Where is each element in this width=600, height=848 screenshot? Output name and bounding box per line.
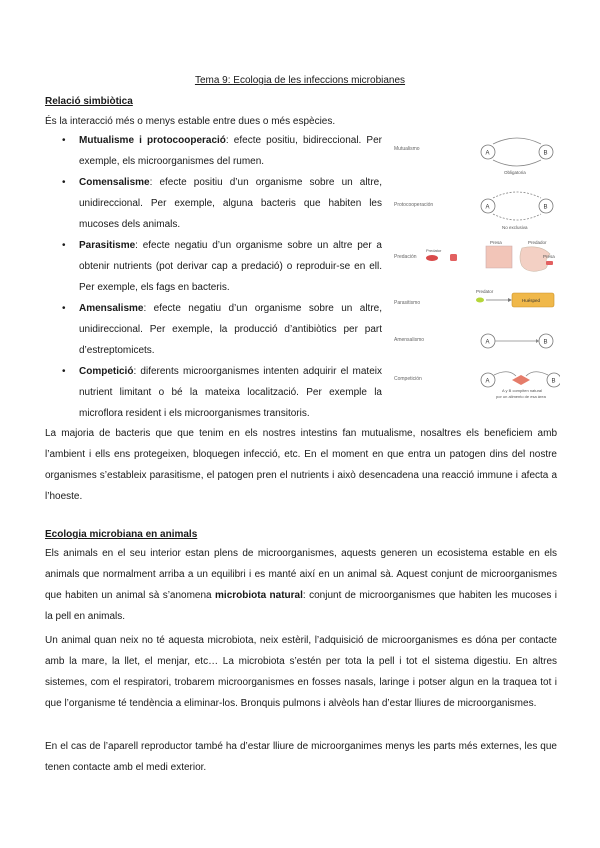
caption-competicio-1: A y B compiten natural [502,388,543,393]
bullet-icon: • [62,177,66,188]
predator-cell [426,255,438,261]
term-amensalisme: Amensalisme [79,303,144,314]
mutualism-paragraph: La majoria de bacteris que que tenim en els nostres intestins fan mutualisme, nosaltres els beneficiem amb l’ambient i ells ens protegeixen, bloquegen infecció, etc. En el moment en que entra un patogen dins del nostre organismes s’estableix parasitisme, el patogen pren el nutrients i això desencadena una reacció immune i afecta a l’hoeste. [45,428,557,502]
list-item-competicio [62,361,382,424]
symbiosis-diagram [390,128,560,410]
node-a-label: A [485,204,490,211]
acquisition-paragraph: Un animal quan neix no té aquesta microbiota, neix estèril, l’adquisició de microorganismes es dóna per contacte amb la mare, la llet, el menjar, etc… La microbiota s’estén per tota la pell i tot el sistema digestiu. En altres sistemes, com el respiratori, trobarem microorganismes en fosses nasals, laringe i potser algun en la traquea tot i que l’organisme té tendència a eliminar-los. Bronquis pulmons i alvèols han d’estar lliures de microorganismes. [45,635,557,709]
node-b-label: B [543,150,548,157]
competition-arrow-left [494,372,516,376]
document-title: Tema 9: Ecologia de les infeccions microbianes [194,75,406,86]
prey-small [546,261,553,265]
node-a-label: A [485,339,490,346]
arrow-bottom [493,214,541,220]
caption-predator: Predator [426,248,442,253]
prey-cell [450,254,457,261]
caption-no-exclusiva: No exclusiva [502,225,528,230]
node-a-label: A [485,150,490,157]
label-amensalisme: Amensalismo [394,337,425,343]
label-competicio: Competición [394,376,422,382]
caption-predator3: Predator [476,289,494,294]
term-mutualisme: Mutualisme i protocooperació [79,135,226,146]
caption-huesped: Huésped [522,298,541,303]
predator-body [486,246,512,268]
text-comensalisme: : efecte positiu d’un organisme sobre un altre, unidireccional. Per exemple, alguna bacteris que habiten les mucoses dels animals. [79,177,382,230]
list-item-mutualisme [62,130,382,172]
label-predacio: Predación [394,254,417,260]
list-item-parasitisme [62,235,382,298]
list-item-amensalisme [62,298,382,361]
section-heading-relacio: Relació simbiòtica [45,96,133,107]
reproductive-paragraph: En el cas de l’aparell reproductor també ha d’estar lliure de microorganimes menys les parts més externes, les que tenen contacte amb el medi exterior. [45,741,557,773]
predator-amoeba [520,247,550,271]
bullet-icon: • [62,240,66,251]
symbiosis-list [62,130,382,424]
arrow-top [493,138,541,144]
bullet-icon: • [62,366,66,377]
list-item-comensalisme [62,172,382,235]
text-parasitisme: : efecte negatiu d’un organisme sobre un altre per a obtenir nutrients (pot derivar cap a predació) o reproduir-se en ell. Per exemple, els fags en bacteris. [79,240,382,293]
node-b-label: B [551,378,556,385]
caption-presa2: Presa [543,254,555,259]
bullet-icon: • [62,303,66,314]
microbiota-term: microbiota natural [215,590,303,601]
caption-competicio-2: por un alimento de esa área [496,394,546,399]
label-mutualisme: Mutualismo [394,146,420,152]
node-a-label: A [485,378,490,385]
node-b-label: B [543,204,548,211]
term-competicio: Competició [79,366,134,377]
resource-diamond [512,375,530,385]
caption-presa: Presa [490,240,502,245]
arrowhead [508,298,512,302]
parasite-cell [476,298,484,303]
section-heading-ecologia: Ecologia microbiana en animals [45,529,198,540]
label-parasitisme: Parasitismo [394,300,421,306]
microbiota-text-1: Els animals en el seu interior estan plens de microorganismes, aquests generen un ecosistema estable en els animals que normalment arriba a un equilibri i es manté així en un animal sà. Aquest conjunt de microorganismes que habiten un animal sà s’anomena [45,548,557,601]
microbiota-text-2: : conjunt de microorganismes que habiten les mucoses i la pell en animals. [45,590,557,622]
node-b-label: B [543,339,548,346]
label-protocooperacio: Protocooperación [394,202,434,208]
text-mutualisme: : efecte positiu, bidireccional. Per exemple, els microorganismes del rumen. [79,135,382,167]
bullet-icon: • [62,135,66,146]
caption-predador: Predador [528,240,547,245]
text-competicio: : diferents microorganismes intenten adquirir el mateix nutrient limitant o bé la mateixa localització. Per exemple la microflora resident i els microorganismes transitoris. [79,366,382,419]
arrowhead [536,339,539,343]
text-amensalisme: : efecte negatiu d’un organisme sobre un altre, unidireccional. Per exemple, la producció d’antibiòtics per part d’estreptomicets. [79,303,382,356]
competition-arrow-right [526,372,548,376]
term-parasitisme: Parasitisme [79,240,136,251]
intro-paragraph: És la interacció més o menys estable entre dues o més espècies. [45,116,336,127]
arrow-bottom [493,160,541,166]
arrow-top [493,192,541,198]
caption-obligatoria: Obligatoria [504,170,526,175]
microbiota-paragraph [45,543,557,627]
term-comensalisme: Comensalisme [79,177,150,188]
